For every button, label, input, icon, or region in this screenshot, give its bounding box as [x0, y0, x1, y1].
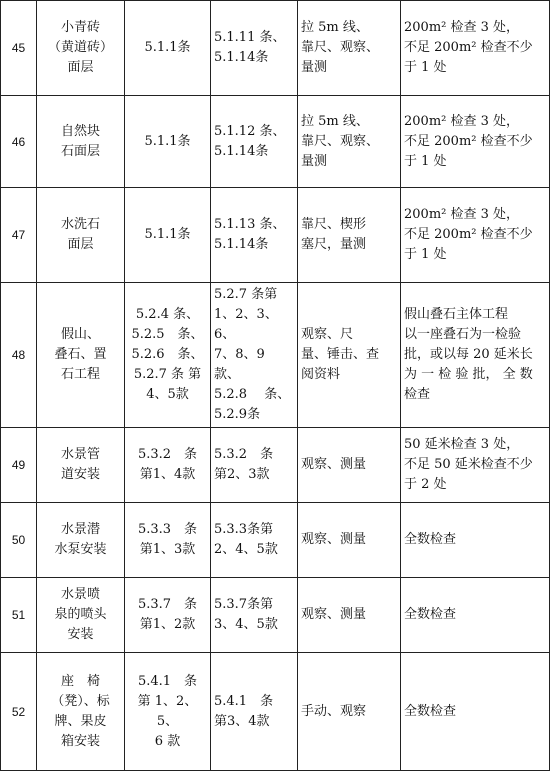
main-control-clause: 5.1.1条	[125, 1, 211, 96]
inspection-method: 观察、测量	[298, 503, 401, 578]
main-control-clause: 5.3.7 条 第1、2款	[125, 578, 211, 653]
row-number: 47	[1, 188, 37, 283]
inspection-quantity: 50 延米检查 3 处， 不足 50 延米检查不少 于 2 处	[401, 428, 550, 503]
inspection-item: 假山、 叠石、置 石工程	[37, 283, 125, 428]
inspection-method: 观察、尺 量、锤击、查 阅资料	[298, 283, 401, 428]
inspection-quantity: 200m² 检查 3 处， 不足 200m² 检查不少 于 1 处	[401, 96, 550, 188]
row-number: 49	[1, 428, 37, 503]
main-control-clause: 5.3.2 条 第1、4款	[125, 428, 211, 503]
row-number: 46	[1, 96, 37, 188]
main-control-clause: 5.2.4 条、 5.2.5 条、 5.2.6 条、 5.2.7 条 第 4、5款	[125, 283, 211, 428]
table-row	[1, 653, 550, 771]
row-number: 45	[1, 1, 37, 96]
table-row	[1, 283, 550, 428]
inspection-item: 水景喷 泉的喷头 安装	[37, 578, 125, 653]
general-clause: 5.3.2 条 第2、3款	[211, 428, 298, 503]
inspection-method: 观察、测量	[298, 578, 401, 653]
inspection-item: 自然块 石面层	[37, 96, 125, 188]
general-clause: 5.1.12 条、 5.1.14条	[211, 96, 298, 188]
inspection-quantity: 全数检查	[401, 578, 550, 653]
inspection-item: 水景潜 水泵安装	[37, 503, 125, 578]
inspection-quantity: 全数检查	[401, 653, 550, 771]
row-number: 52	[1, 653, 37, 771]
inspection-item: 座 椅 （凳）、标 牌、果皮 箱安装	[37, 653, 125, 771]
inspection-method: 拉 5m 线、 靠尺、观察、 量测	[298, 96, 401, 188]
inspection-quantity: 200m² 检查 3 处， 不足 200m² 检查不少 于 1 处	[401, 188, 550, 283]
main-control-clause: 5.4.1 条 第 1、2、5、 6 款	[125, 653, 211, 771]
table-row	[1, 96, 550, 188]
inspection-quantity: 假山叠石主体工程 以一座叠石为一检验 批，或以每 20 延米长 为 一 检 验 批， 全 数 检查	[401, 283, 550, 428]
general-clause: 5.1.11 条、 5.1.14条	[211, 1, 298, 96]
table-row	[1, 188, 550, 283]
row-number: 50	[1, 503, 37, 578]
inspection-quantity: 200m² 检查 3 处， 不足 200m² 检查不少 于 1 处	[401, 1, 550, 96]
inspection-method: 手动、观察	[298, 653, 401, 771]
inspection-method: 靠尺、楔形 塞尺，量测	[298, 188, 401, 283]
inspection-method: 观察、测量	[298, 428, 401, 503]
table-row	[1, 428, 550, 503]
general-clause: 5.2.7 条第 1、2、3、6、 7、8、9 款、 5.2.8 条、 5.2.9条	[211, 283, 298, 428]
general-clause: 5.3.7条第 3、4、5款	[211, 578, 298, 653]
general-clause: 5.4.1 条 第3、4款	[211, 653, 298, 771]
general-clause: 5.1.13 条、 5.1.14条	[211, 188, 298, 283]
main-control-clause: 5.3.3 条 第1、3款	[125, 503, 211, 578]
inspection-quantity: 全数检查	[401, 503, 550, 578]
general-clause: 5.3.3条第 2、4、5款	[211, 503, 298, 578]
main-control-clause: 5.1.1条	[125, 188, 211, 283]
row-number: 48	[1, 283, 37, 428]
table-row	[1, 503, 550, 578]
inspection-item: 水洗石 面层	[37, 188, 125, 283]
table-row	[1, 1, 550, 96]
inspection-item: 水景管 道安装	[37, 428, 125, 503]
row-number: 51	[1, 578, 37, 653]
main-control-clause: 5.1.1条	[125, 96, 211, 188]
inspection-item: 小青砖 （黄道砖） 面层	[37, 1, 125, 96]
inspection-method: 拉 5m 线、 靠尺、观察、 量测	[298, 1, 401, 96]
table-row	[1, 578, 550, 653]
